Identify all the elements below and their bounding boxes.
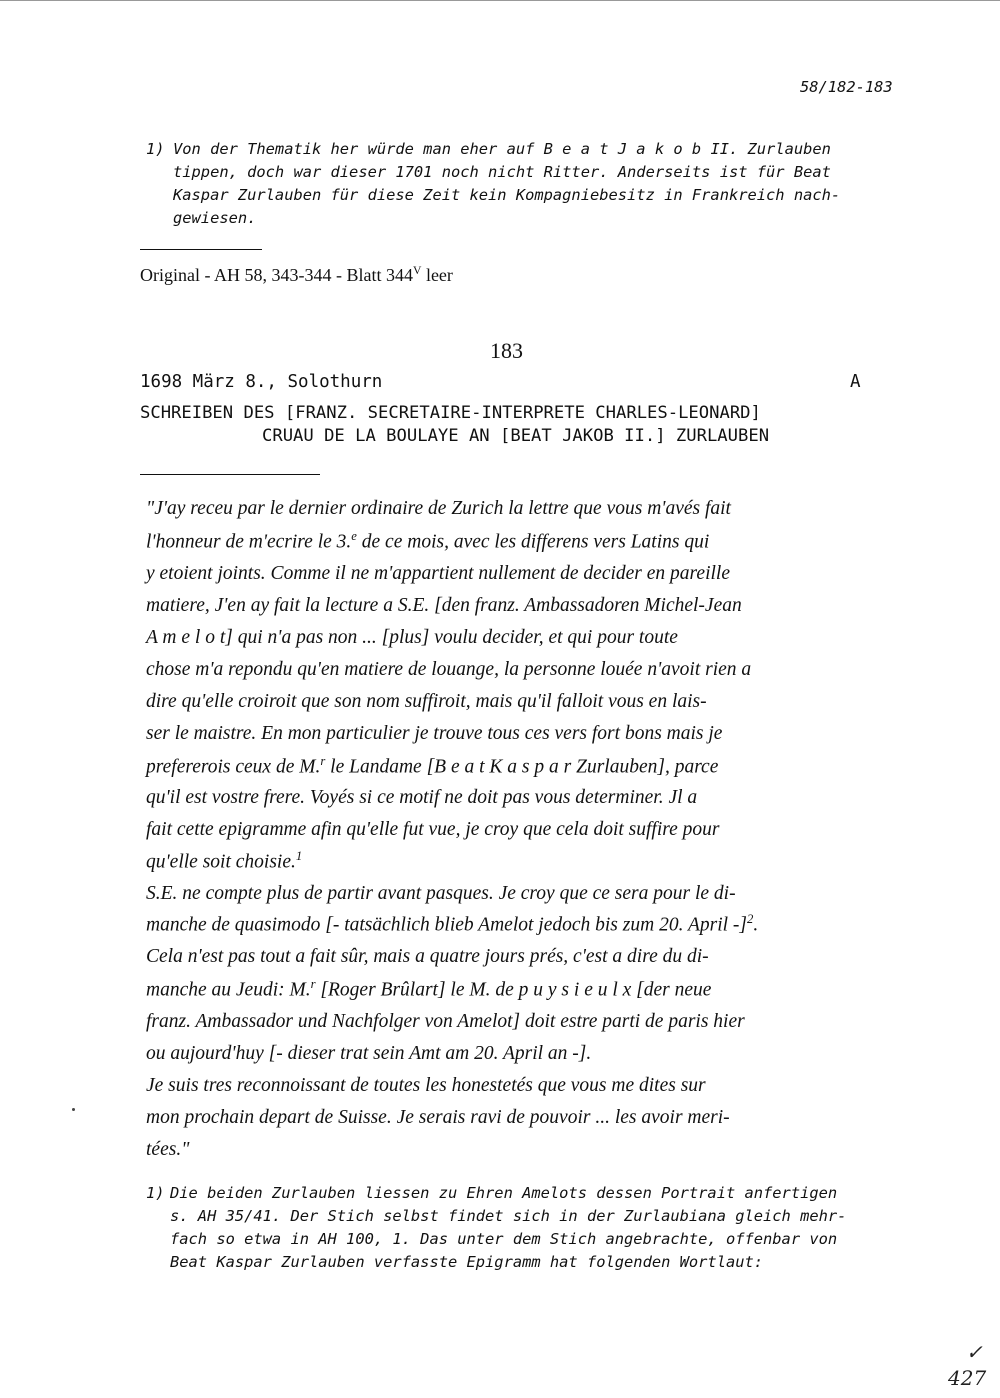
scan-speck [72,1108,75,1111]
footnote-reference: 1 [295,849,303,863]
letter-line: ser le maistre. En mon particulier je trouve tous ces vers fort bons mais je [146,723,723,744]
letter-text: l'honneur de m'ecrire le 3. [146,531,352,553]
letter-line: Cela n'est pas tout a fait sûr, mais a quatre jours prés, c'est a dire du di- [146,946,709,967]
footnote-text: Von der Thematik her würde man eher auf [173,140,544,158]
footnote-marker: 1) [146,140,165,158]
footnote-spaced-name: B e a t J a k o b [543,140,702,158]
letter-line: qu'il est vostre frere. Voyés si ce motif ne doit pas vous determiner. Jl a [146,787,698,808]
footnote-reference: 2 [747,912,754,926]
letter-line [146,627,678,649]
letter-text: ] qui n'a pas non ... [plus] voulu decider, et qui pour toute [225,627,678,648]
footnote-line: fach so etwa in AH 100, 1. Das unter dem Stich angebrachte, offenbar von [170,1230,838,1248]
letter-line [146,754,718,779]
original-note-tail: leer [421,265,453,285]
document-heading-line-1: SCHREIBEN DES [FRANZ. SECRETAIRE-INTERPRETE CHARLES-LEONARD] [140,403,761,423]
letter-line: mon prochain depart de Suisse. Je serais ravi de pouvoir ... les avoir meri- [146,1107,730,1128]
footnote-line: Kaspar Zurlauben für diese Zeit kein Kompagniebesitz in Frankreich nach- [173,186,841,204]
letter-line: "J'ay receu par le dernier ordinaire de Zurich la lettre que vous m'avés fait [146,498,731,519]
original-note-sup: V [412,264,422,277]
letter-line [146,849,302,874]
letter-line [146,529,709,554]
letter-line: franz. Ambassador und Nachfolger von Amelot] doit estre parti de paris hier [146,1011,745,1032]
letter-text: [Roger Brûlart] le M. de [315,979,519,1001]
footnote-line [173,140,831,158]
letter-line: Je suis tres reconnoissant de toutes les honestetés que vous me dites sur [146,1075,706,1096]
letter-text: [der neue [631,979,712,1001]
letter-line: chose m'a repondu qu'en matiere de louange, la personne louée n'avoit rien a [146,659,752,680]
letter-line: S.E. ne compte plus de partir avant pasques. Je croy que ce sera pour le di- [146,883,736,904]
letter-line: tées." [146,1139,190,1160]
separator-rule [140,249,262,250]
letter-line: ou aujourd'huy [- dieser trat sein Amt am 20. April an -]. [146,1043,592,1064]
category-letter: A [850,372,861,392]
handwritten-check-mark: ✓ [966,1340,983,1364]
footnote-line: tippen, doch war dieser 1701 noch nicht Ritter. Anderseits ist für Beat [173,163,831,181]
handwritten-page-number: 427 [948,1366,987,1390]
footnote-line: gewiesen. [173,209,257,227]
footnote-line: s. AH 35/41. Der Stich selbst findet sich in der Zurlaubiana gleich mehr- [170,1207,847,1225]
letter-spaced-name: B e a t K a s p a r [434,756,572,778]
letter-line [146,912,758,937]
top-edge-line [0,0,1000,1]
original-note-text: Original - AH 58, 343-344 - Blatt 344 [140,265,413,285]
letter-line: matiere, J'en ay fait la lecture a S.E. [den franz. Ambassadoren Michel-Jean [146,595,742,616]
superscript: e [351,529,357,543]
superscript: r [320,754,326,768]
letter-spaced-name: p u y s i e u l x [518,979,632,1001]
letter-line: fait cette epigramme afin qu'elle fut vue, je croy que cela doit suffire pour [146,819,720,840]
footnote-line: Beat Kaspar Zurlauben verfasste Epigramm hat folgenden Wortlaut: [170,1253,764,1271]
document-number: 183 [490,338,523,363]
letter-text: le Landame [ [325,756,435,778]
letter-text: prefererois ceux de M. [146,756,321,778]
document-heading-line-2: CRUAU DE LA BOULAYE AN [BEAT JAKOB II.] ZURLAUBEN [262,426,770,446]
letter-line: dire qu'elle croiroit que son nom suffiroit, mais qu'il falloit vous en lais- [146,691,707,712]
letter-text: manche au Jeudi: M. [146,979,311,1001]
letter-text: Zurlauben], parce [571,756,719,778]
footnote-text: II. Zurlauben [701,140,831,158]
letter-text: de ce mois, avec les differens vers Latins qui [356,531,710,553]
footnote-line: Die beiden Zurlauben liessen zu Ehren Amelots dessen Portrait anfertigen [170,1184,838,1202]
letter-text: manche de quasimodo [- tatsächlich blieb Amelot jedoch bis zum 20. April -] [146,914,748,936]
date-place: 1698 März 8., Solothurn [140,372,383,392]
footnote-marker: 1) [146,1184,165,1202]
letter-line: y etoient joints. Comme il ne m'appartient nullement de decider en pareille [146,563,730,584]
letter-line [146,977,711,1002]
separator-rule [140,474,320,475]
letter-spaced-name: A m e l o t [146,627,226,648]
letter-text: . [753,914,759,936]
page-reference: 58/182-183 [800,78,893,96]
letter-text: qu'elle soit choisie. [146,851,296,873]
superscript: r [310,977,316,991]
original-note [140,264,453,286]
